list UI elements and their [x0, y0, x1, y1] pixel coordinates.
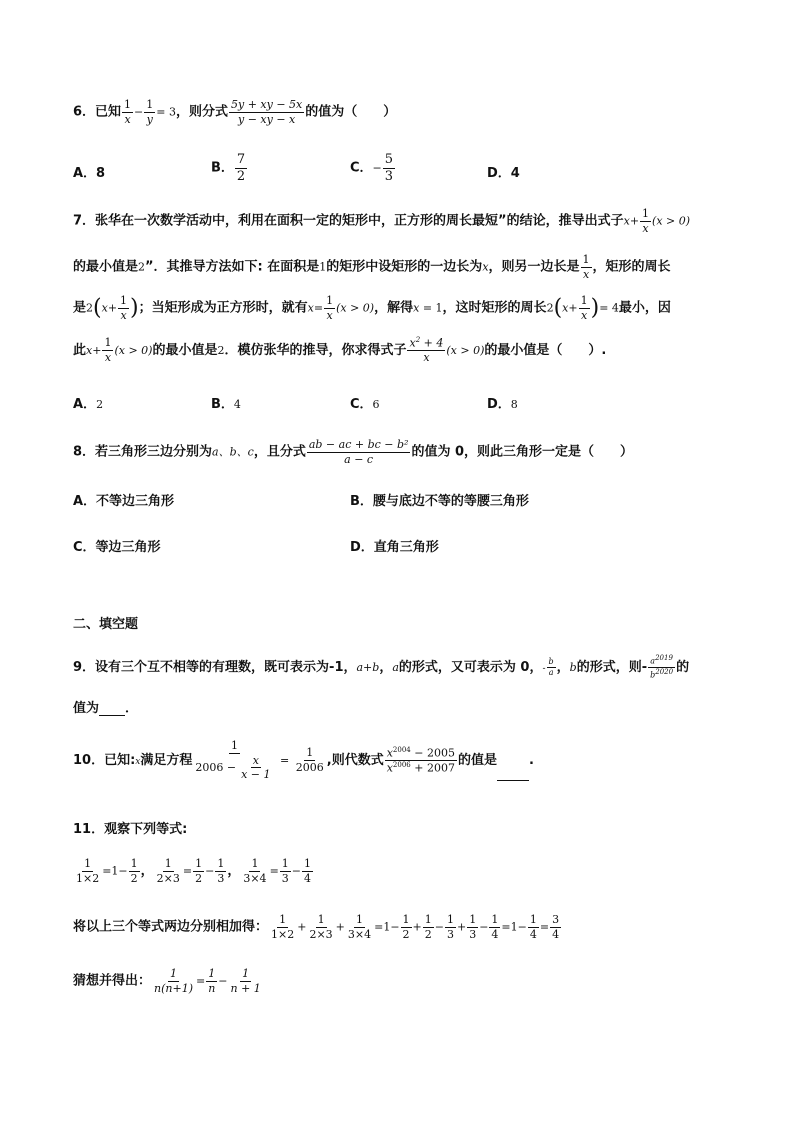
q11-sum-line: 将以上三个等式两边分别相加得： $\frac{1}{1\times 2}$ + $\frac{1}{2\times 3}$ + $\frac{1}{3\times 4}$ =1− $\frac{1}{2}$ + $\frac{1}{2}$ − $\frac{1}{3}$ + $\frac{1}{3}$ − $\frac{1}{4}$ =1− $\frac{1}{4}$ = $\frac{3}{4}$	[73, 913, 560, 941]
q8-option-a[interactable]: A．不等边三角形	[73, 494, 175, 509]
q6-option-c[interactable]: C．− $\frac{5}{3}$	[350, 152, 394, 184]
q6-option-d[interactable]: D．4	[487, 166, 520, 181]
q9-answer-blank[interactable]	[99, 714, 125, 716]
q7-line-1: 7．张华在一次数学活动中，利用在面积一定的矩形中，正方形的周长最短”的结论，推导出式子x+ $\frac{1}{x}$ (x > 0)	[73, 207, 691, 235]
q8-stem: 8．若三角形三边分别为a、b、c，且分式 $\frac{\text{ab − ac + bc − b²}}{a - c}$ 的值为 0，则此三角形一定是（ ）	[73, 438, 634, 466]
q6-option-b[interactable]: B． $\frac{7}{2}$	[211, 152, 246, 184]
section-title: 二、填空题	[73, 617, 139, 632]
q11-title: 11．观察下列等式:	[73, 822, 188, 837]
q11-equations: $\frac{1}{1\times 2}$ =1− $\frac{1}{2}$ ， $\frac{1}{2\times 3}$ = $\frac{1}{2}$ − $\frac{1}{3}$ ， $\frac{1}{3\times 4}$ = $\frac{1}{3}$ − $\frac{1}{4}$	[76, 857, 311, 885]
q7-line-4: 此x+ $\frac{1}{x}$ (x > 0)的最小值是2．模仿张华的推导，你求得式子 $\frac{x^2 + 4}{x}$ (x > 0)的最小值是（ ）.	[73, 336, 607, 365]
q6-option-a[interactable]: A．8	[73, 166, 106, 181]
q10-expression: $\frac{x^{2004} - 2005}{x^{2006} + 2007}$	[386, 745, 455, 775]
q6-stem: 6．已知 $\frac{1}{x}$ − $\frac{1}{y}$ = 3，则分式 $\frac{5y + xy - 5x}{y - xy - x}$ 的值为（ ）	[73, 98, 397, 126]
q7-option-a[interactable]: A．2	[73, 397, 104, 412]
q8-fraction: $\frac{\text{ab − ac + bc − b²}}{a - c}$	[308, 438, 409, 466]
q8-option-c[interactable]: C．等边三角形	[73, 540, 161, 555]
q11-conjecture-line: 猜想并得出： $\frac{1}{n(n+1)}$ = $\frac{1}{n}$ − $\frac{1}{n + 1}$	[73, 967, 261, 995]
frac-1-over-x: $\frac{1}{x}$	[124, 98, 132, 126]
frac-1-over-y: $\frac{1}{y}$	[146, 98, 154, 126]
q7-line-3: 是2(x+ $\frac{1}{x}$ )；当矩形成为正方形时，就有x= $\frac{1}{x}$ (x > 0)，解得x = 1，这时矩形的周长2(x+ $\frac{1}{x}$ )= 4最小，因	[73, 294, 671, 322]
q9-line-1: 9．设有三个互不相等的有理数，既可表示为-1，a+b，a的形式，又可表示为 0，- $\frac{b}{a}$ ，b的形式，则- $\frac{a^{2019}}{b^{2020}}$ 的	[73, 654, 690, 680]
q7-line-2: 的最小值是2”．其推导方法如下: 在面积是1的矩形中设矩形的一边长为x，则另一边长是 $\frac{1}{x}$ ，矩形的周长	[73, 253, 671, 281]
q7-option-d[interactable]: D．8	[487, 397, 518, 412]
q10-stem: 10．已知:x满足方程 1 2006 − $\frac{x}{x - 1}$ = $\frac{1}{2006}$ ,则代数式 $\frac{x^{2004} - 2005}{x^{2006} + 2007}$ 的值是 .	[73, 739, 534, 782]
q10-equation-lhs: 1 2006 − $\frac{x}{x - 1}$	[195, 739, 271, 782]
q8-option-b[interactable]: B．腰与底边不等的等腰三角形	[350, 494, 529, 509]
q10-answer-blank[interactable]	[497, 779, 529, 781]
q10-equation-rhs: $\frac{1}{2006}$	[295, 746, 324, 774]
q6-main-fraction: $\frac{5y + xy - 5x}{y - xy - x}$	[231, 98, 303, 126]
q9-line-2: 值为 ．	[73, 701, 139, 716]
q7-option-c[interactable]: C．6	[350, 397, 380, 412]
q7-option-b[interactable]: B．4	[211, 397, 241, 412]
q8-option-d[interactable]: D．直角三角形	[350, 540, 439, 555]
